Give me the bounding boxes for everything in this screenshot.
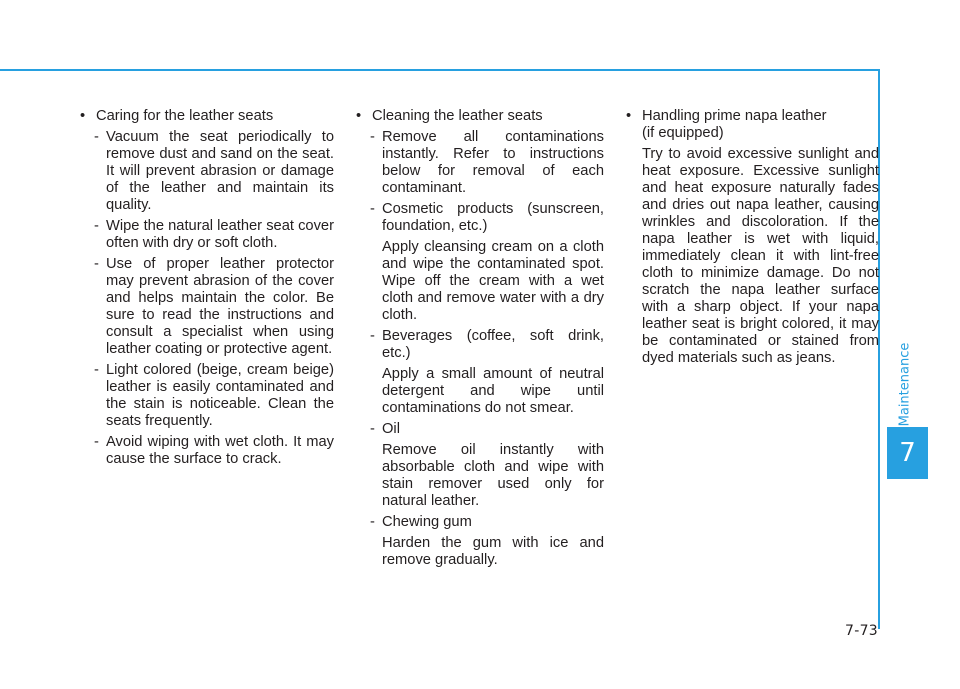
- section-heading-text: [642, 108, 827, 142]
- dash-icon: -: [370, 201, 375, 217]
- list-item-text: Vacuum the seat periodically to remove dust and sand on the seat. It will prevent abrasion or damage of the leather and maintain its quality.: [106, 129, 334, 213]
- list-item-text: Avoid wiping with wet cloth. It may cause the surface to crack.: [106, 434, 334, 467]
- chapter-label-text: Maintenance: [897, 342, 913, 426]
- list-item: [356, 421, 604, 438]
- list-item-text: Oil: [382, 421, 400, 437]
- list-item-detail: Harden the gum with ice and remove gradually.: [382, 535, 604, 568]
- list-item-text: Use of proper leather protector may prevent abrasion of the cover and helps maintain the color. Be sure to read the instructions and consult a specialist when using leather coating or protective agent.: [106, 256, 334, 357]
- list-item: [80, 434, 334, 468]
- list-item: [356, 129, 604, 197]
- list-item-text: Light colored (beige, cream beige) leather is easily contaminated and the stain is noticeable. Clean the seats frequently.: [106, 362, 334, 429]
- list-item-detail: Remove oil instantly with absorbable cloth and wipe with stain remover used only for natural leather.: [382, 442, 604, 509]
- list-item: [356, 328, 604, 362]
- dash-icon: -: [94, 434, 99, 450]
- heading-line-1: Handling prime napa leather: [642, 108, 827, 124]
- chapter-side-label: [892, 342, 918, 426]
- list-item-detail: Apply a small amount of neutral detergent and wipe until contaminations do not smear.: [382, 366, 604, 416]
- column-cleaning: [356, 108, 604, 573]
- body-paragraph: Try to avoid excessive sunlight and heat exposure. Excessive sunlight and heat exposure naturally fades and dries out napa leather, causing wrinkles and discoloration. If the napa leather is wet with liquid, immediately clean it with lint-free cloth to minimize damage. Do not scratch the napa leather surface with a sharp object. If your napa leather seat is bright colored, it may be contaminated or stained from dyed materials such as jeans.: [642, 146, 879, 366]
- dash-icon: -: [370, 514, 375, 530]
- dash-icon: -: [94, 218, 99, 234]
- top-divider: [0, 69, 878, 71]
- column-caring: [80, 108, 334, 472]
- section-heading-text: Caring for the leather seats: [96, 108, 274, 124]
- heading-line-2: (if equipped): [642, 125, 724, 141]
- list-item: [80, 256, 334, 358]
- dash-icon: -: [370, 328, 375, 344]
- section-heading: [80, 108, 334, 125]
- list-item: [356, 514, 604, 531]
- column-napa: [626, 108, 879, 371]
- list-item: [80, 362, 334, 430]
- bullet-icon: •: [356, 108, 362, 124]
- section-heading: [356, 108, 604, 125]
- list-item-detail: Apply cleansing cream on a cloth and wipe the contaminated spot. Wipe off the cream with a wet cloth and remove water with a dry cloth.: [382, 239, 604, 323]
- list-item-text: Cosmetic products (sunscreen, foundation, etc.): [382, 201, 604, 234]
- chapter-tab: [887, 427, 928, 479]
- bullet-icon: •: [80, 108, 86, 124]
- list-item-text: Beverages (coffee, soft drink, etc.): [382, 328, 604, 361]
- bullet-icon: •: [626, 108, 632, 124]
- list-item-text: Remove all contaminations instantly. Refer to instructions below for removal of each contaminant.: [382, 129, 604, 196]
- chapter-number: 7: [899, 438, 916, 468]
- list-item-text: Chewing gum: [382, 514, 472, 530]
- section-heading: [626, 108, 879, 142]
- dash-icon: -: [94, 362, 99, 378]
- list-item-text: Wipe the natural leather seat cover often with dry or soft cloth.: [106, 218, 334, 251]
- page-number: 7-73: [845, 623, 878, 639]
- dash-icon: -: [94, 256, 99, 272]
- section-heading-text: Cleaning the leather seats: [372, 108, 543, 124]
- dash-icon: -: [370, 421, 375, 437]
- dash-icon: -: [370, 129, 375, 145]
- dash-icon: -: [94, 129, 99, 145]
- list-item: [356, 201, 604, 235]
- list-item: [80, 218, 334, 252]
- list-item: [80, 129, 334, 214]
